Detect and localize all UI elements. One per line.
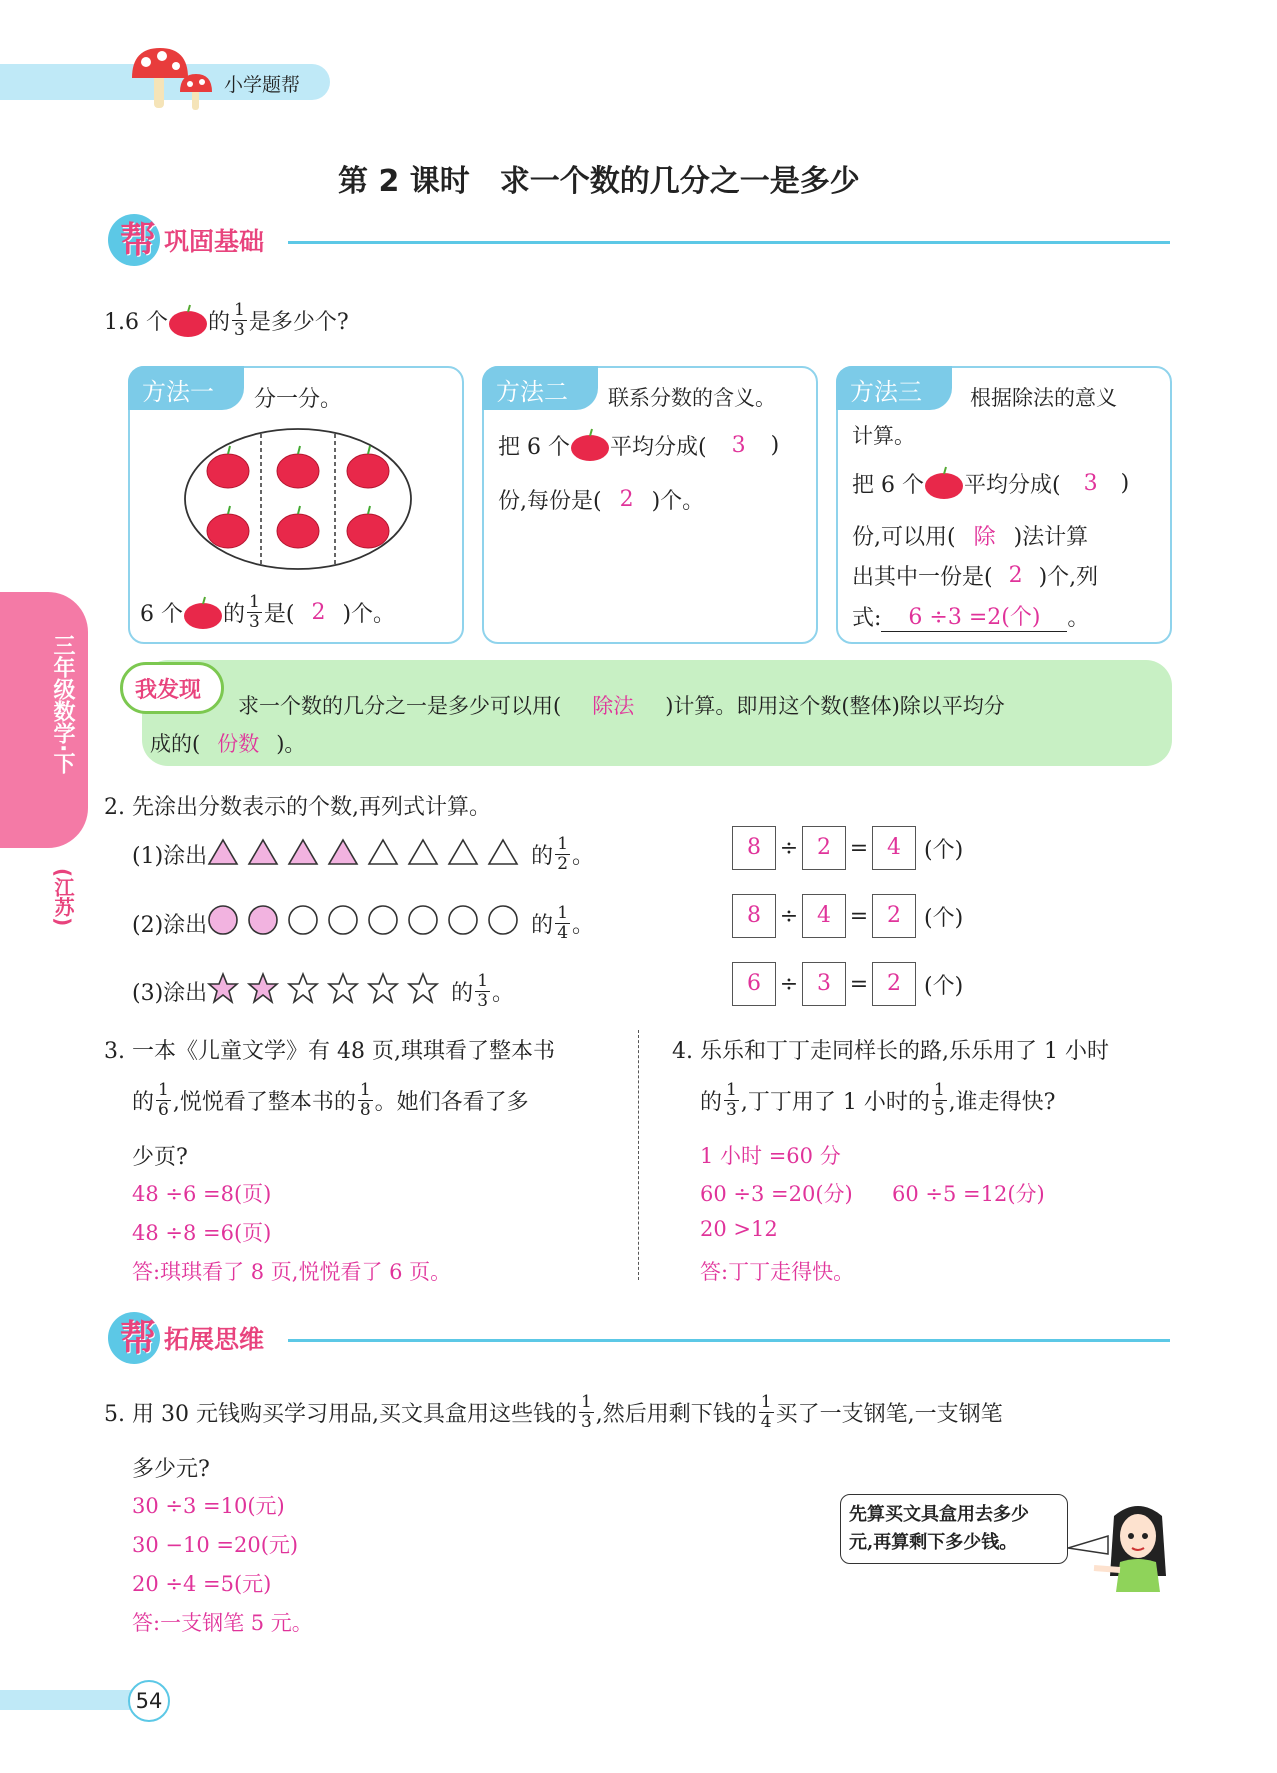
quotient-box[interactable]: 2 bbox=[872, 962, 916, 1006]
triangle-shape-icon[interactable] bbox=[327, 838, 359, 872]
hint-bubble: 先算买文具盒用去多少 元,再算剩下多少钱。 bbox=[840, 1494, 1068, 1564]
q2-row: (3)涂出 的 $\frac{1}{3}$ 。 bbox=[132, 970, 515, 1011]
brand-name: 小学题帮 bbox=[224, 74, 301, 96]
triangle-shape-icon[interactable] bbox=[247, 838, 279, 872]
circle-shape-icon[interactable] bbox=[287, 904, 319, 942]
circle-shape-icon[interactable] bbox=[407, 904, 439, 942]
method-three-equation: 6 ÷3 =2(个) bbox=[881, 600, 1067, 632]
apple-icon bbox=[168, 304, 208, 338]
circle-shape-icon[interactable] bbox=[247, 904, 279, 942]
dividend-box[interactable]: 8 bbox=[732, 826, 776, 870]
dividend-box[interactable]: 8 bbox=[732, 894, 776, 938]
apple-grouping-diagram bbox=[182, 426, 414, 578]
method-two-card: 方法二 联系分数的含义。 把 6 个 平均分成( 3 ) 份,每份是( 2 )个。 bbox=[482, 366, 818, 644]
divisor-box[interactable]: 3 bbox=[802, 962, 846, 1006]
q2-row: (2)涂出 的 $\frac{1}{4}$ 。 bbox=[132, 902, 595, 943]
q3-line1: 3. 一本《儿童文学》有 48 页,琪琪看了整本书 bbox=[104, 1039, 555, 1064]
q5-answer-3: 20 ÷4 =5(元) bbox=[132, 1572, 272, 1596]
q5-answer-1: 30 ÷3 =10(元) bbox=[132, 1494, 285, 1518]
q2-equation: 8 ÷ 4 = 2 (个) bbox=[732, 894, 963, 938]
q3-answer-2: 48 ÷8 =6(页) bbox=[132, 1221, 272, 1245]
triangle-shape-icon[interactable] bbox=[487, 838, 519, 872]
triangle-shape-icon[interactable] bbox=[447, 838, 479, 872]
q4-line1: 4. 乐乐和丁丁走同样长的路,乐乐用了 1 小时 bbox=[672, 1039, 1109, 1064]
q4-answer-2b: 60 ÷5 =12(分) bbox=[892, 1182, 1045, 1206]
quotient-box[interactable]: 4 bbox=[872, 826, 916, 870]
method-three-card: 方法三 根据除法的意义 计算。 把 6 个 平均分成( 3 ) 份,可以用( 除 )法计算 出其中一份是( 2 )个,列 式: 6 ÷3 =2(个) 。 bbox=[836, 366, 1172, 644]
section-basic-title: 巩固基础 bbox=[164, 227, 265, 256]
circle-shape-icon[interactable] bbox=[447, 904, 479, 942]
quotient-box[interactable]: 2 bbox=[872, 894, 916, 938]
triangle-shape-icon[interactable] bbox=[367, 838, 399, 872]
discover-tag: 我发现 bbox=[120, 662, 224, 714]
lesson-title: 第 2 课时 求一个数的几分之一是多少 bbox=[338, 164, 860, 199]
method-one-desc: 分一分。 bbox=[254, 387, 343, 412]
section-extend-header: 帮 拓展思维 bbox=[108, 1308, 1170, 1364]
q4-answer-2a: 60 ÷3 =20(分) bbox=[700, 1182, 853, 1206]
method-one-tag: 方法一 bbox=[128, 366, 244, 410]
divisor-box[interactable]: 4 bbox=[802, 894, 846, 938]
q2-equation: 6 ÷ 3 = 2 (个) bbox=[732, 962, 963, 1006]
q1-question: 1.6 个 的 $\frac{1}{3}$ 是多少个? bbox=[104, 300, 349, 340]
section-extend-title: 拓展思维 bbox=[164, 1325, 265, 1354]
q4-answer-1: 1 小时 =60 分 bbox=[700, 1144, 841, 1168]
star-shape-icon[interactable] bbox=[287, 972, 319, 1010]
star-shape-icon[interactable] bbox=[207, 972, 239, 1010]
apple-icon bbox=[570, 428, 610, 462]
star-shape-icon[interactable] bbox=[367, 972, 399, 1010]
discover-answer-1: 除法 bbox=[592, 694, 635, 718]
divisor-box[interactable]: 2 bbox=[802, 826, 846, 870]
dividend-box[interactable]: 6 bbox=[732, 962, 776, 1006]
circle-shape-icon[interactable] bbox=[327, 904, 359, 942]
method-one-card bbox=[128, 366, 464, 644]
page-number: 54 bbox=[128, 1680, 170, 1722]
mushroom-logo-icon bbox=[128, 44, 218, 120]
triangle-shape-icon[interactable] bbox=[407, 838, 439, 872]
triangle-shape-icon[interactable] bbox=[287, 838, 319, 872]
method-two-tag: 方法二 bbox=[482, 366, 598, 410]
side-tab-region: (江苏) bbox=[51, 868, 75, 927]
apple-icon bbox=[183, 596, 223, 630]
method-two-desc: 联系分数的含义。 bbox=[608, 386, 776, 410]
apple-icon bbox=[924, 466, 964, 500]
side-tab-grade: 三年级数学·下 bbox=[50, 634, 75, 775]
q5-line1: 5. 用 30 元钱购买学习用品,买文具盒用这些钱的 $\frac{1}{3}$ ,然后用剩下钱的 $\frac{1}{4}$ 买了一支钢笔,一支钢笔 bbox=[104, 1392, 1003, 1432]
q4-answer-3: 20 >12 bbox=[700, 1217, 778, 1241]
q2-title: 2. 先涂出分数表示的个数,再列式计算。 bbox=[104, 795, 491, 820]
method-one-answer: 2 bbox=[311, 600, 326, 625]
method-three-desc: 根据除法的意义 bbox=[970, 386, 1117, 410]
section-basic-header: 帮 巩固基础 bbox=[108, 210, 1170, 266]
method-two-answer-parts: 3 bbox=[731, 432, 746, 458]
discover-answer-2: 份数 bbox=[217, 732, 260, 756]
q5-answer-2: 30 −10 =20(元) bbox=[132, 1533, 299, 1557]
q5-answer-4: 答:一支钢笔 5 元。 bbox=[132, 1611, 313, 1635]
star-shape-icon[interactable] bbox=[407, 972, 439, 1010]
column-divider bbox=[638, 1030, 639, 1280]
q4-answer-4: 答:丁丁走得快。 bbox=[700, 1260, 855, 1284]
q3-answer-3: 答:琪琪看了 8 页,悦悦看了 6 页。 bbox=[132, 1260, 452, 1284]
triangle-shape-icon[interactable] bbox=[207, 838, 239, 872]
circle-shape-icon[interactable] bbox=[207, 904, 239, 942]
method-two-answer-each: 2 bbox=[619, 487, 634, 512]
star-shape-icon[interactable] bbox=[327, 972, 359, 1010]
circle-shape-icon[interactable] bbox=[367, 904, 399, 942]
q3-answer-1: 48 ÷6 =8(页) bbox=[132, 1182, 272, 1206]
girl-illustration-icon bbox=[1068, 1496, 1172, 1598]
star-shape-icon[interactable] bbox=[247, 972, 279, 1010]
method-one-result: 6 个 的 $\frac{1}{3}$ 是( 2 )个。 bbox=[140, 592, 396, 632]
q2-row: (1)涂出 的 $\frac{1}{2}$ 。 bbox=[132, 834, 595, 874]
circle-shape-icon[interactable] bbox=[487, 904, 519, 942]
method-three-tag: 方法三 bbox=[836, 366, 952, 410]
q2-equation: 8 ÷ 2 = 4 (个) bbox=[732, 826, 963, 870]
